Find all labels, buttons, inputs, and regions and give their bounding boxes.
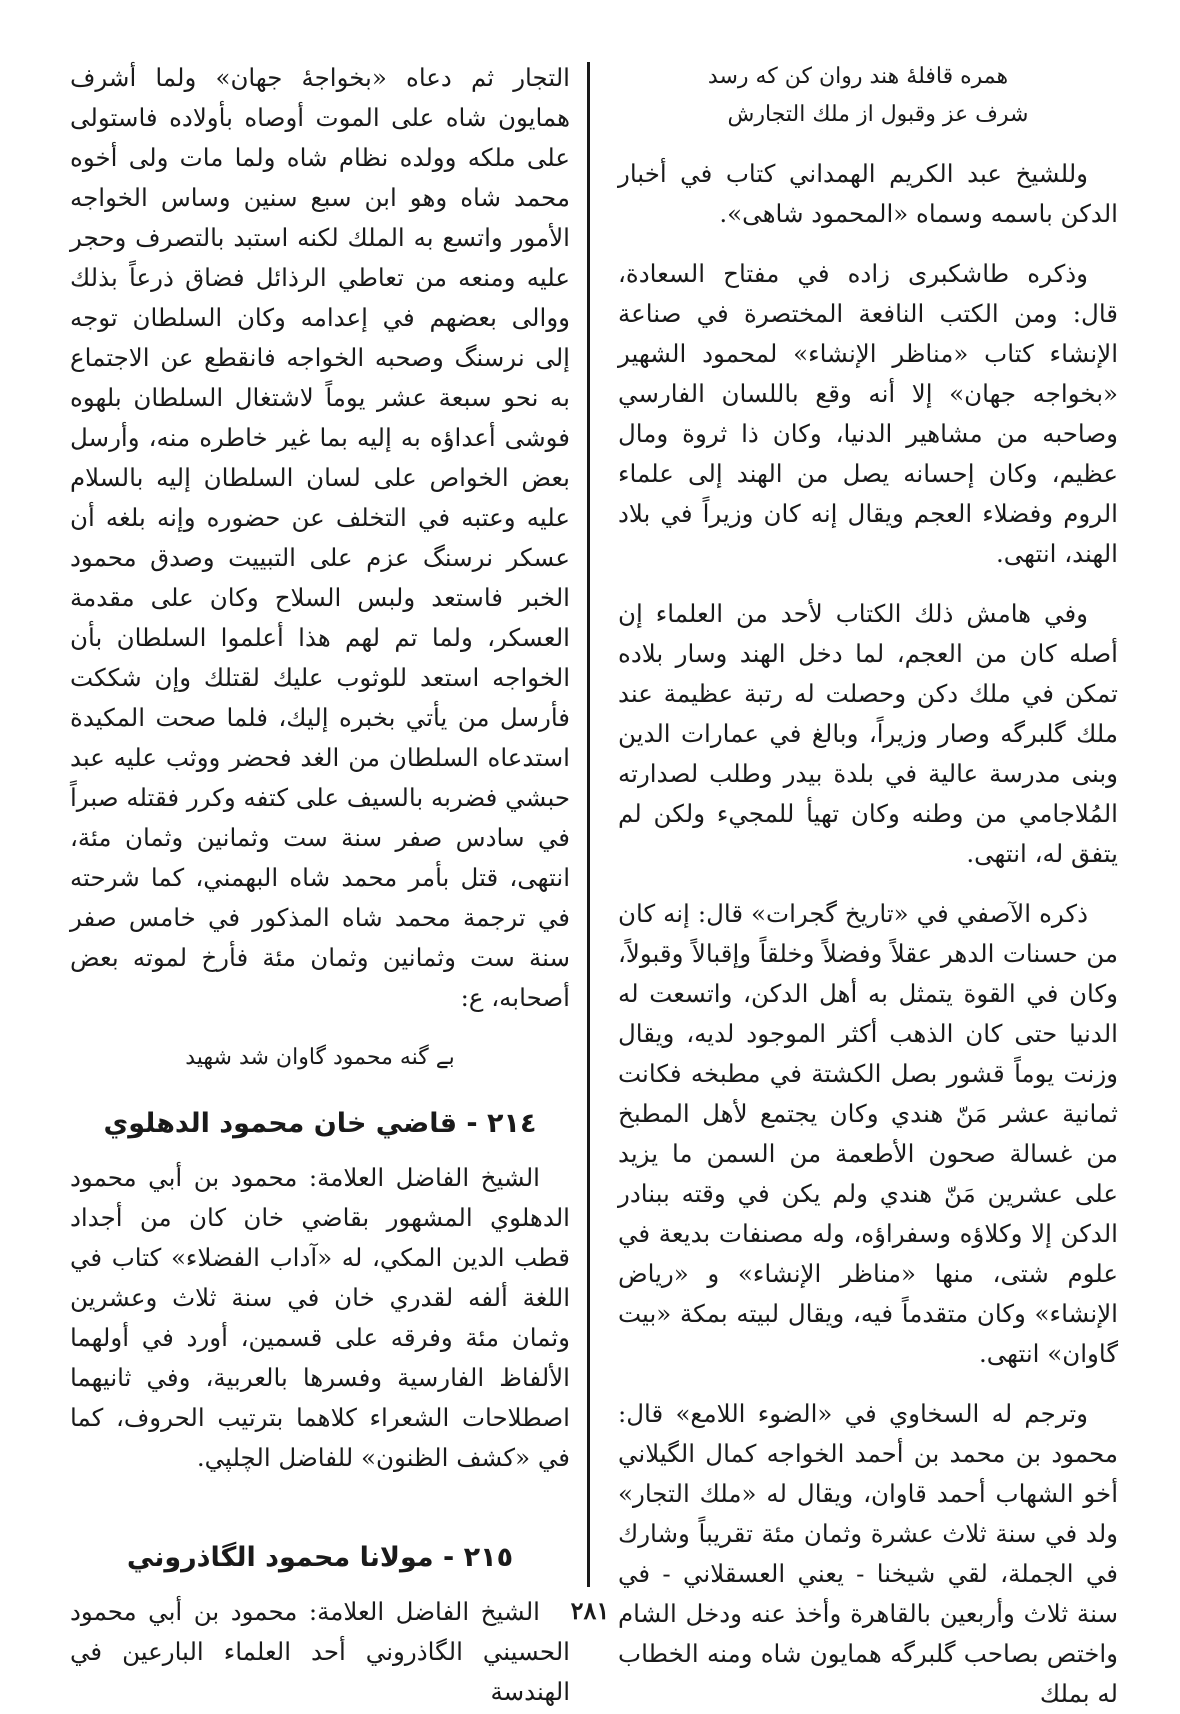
paragraph-hamdani: وللشيخ عبد الكريم الهمداني كتاب في أخبار الدكن باسمه وسماه «المحمود شاهی». [618, 159, 1118, 228]
page-number: ٢٨١ [570, 1596, 610, 1625]
column-divider [587, 62, 590, 1587]
left-column [70, 58, 570, 1712]
section-heading-214: ٢١٤ - قاضي خان محمود الدهلوي [103, 1108, 537, 1139]
section-heading-215: ٢١٥ - مولانا محمود الگاذروني [126, 1542, 514, 1573]
paragraph-214: الشيخ الفاضل العلامة: محمود بن أبي محمود الدهلوي المشهور بقاضي خان كان من أجداد قطب الدين المكي، له «آداب الفضلاء» كتاب في اللغة ألفه لقدري خان في سنة ثلاث وعشرين وثمان مئة وفرقه على قسمين، أورد في أولهما الألفاظ الفارسية وفسرها بالعربية، وفي ثانيهما اصطلاحات الشعراء كلاهما بترتيب الحروف، كما في «كشف الظنون» للفاضل الچلپي. [70, 1163, 570, 1472]
persian-verse-line-1: همره قافلهٔ هند روان کن که رسد [707, 64, 1009, 89]
paragraph-tashkubri: وذكره طاشكبرى زاده في مفتاح السعادة، قال: ومن الكتب النافعة المختصرة في صناعة الإنشاء كتاب «مناظر الإنشاء» لمحمود الشهير «بخواجه جهان» إلا أنه وقع باللسان الفارسي وصاحبه من مشاهير الدنيا، وكان ذا ثروة ومال عظيم، وكان إحسانه يصل من الهند إلى علماء الروم وفضلاء العجم ويقال إنه كان وزيراً في بلاد الهند، انتهى. [618, 259, 1118, 568]
paragraph-continuation: التجار ثم دعاه «بخواجهٔ جهان» ولما أشرف همايون شاه على الموت أوصاه بأولاده فاستولى على ملكه وولده نظام شاه ولما مات ولى أخوه محمد شاه وهو ابن سبع سنين وساس الخواجه الأمور واتسع به الملك لكنه استبد بالتصرف وحجر عليه ومنعه من تعاطي الرذائل فضاق ذرعاً بذلك ووالى بعضهم في إعدامه وكان السلطان توجه إلى نرسنگ وصحبه الخواجه فانقطع عن الاجتماع به نحو سبعة عشر يوماً لاشتغال السلطان بلهوه فوشى أعداؤه به إليه بما غير خاطره منه، وأرسل بعض الخواص على لسان السلطان إليه بالسلام عليه وعتبه في التخلف عن حضوره وإنه بلغه أن عسكر نرسنگ عزم على التبييت وصدق محمود الخبر فاستعد ولبس السلاح وكان على مقدمة العسكر، ولما تم لهم هذا أعلموا السلطان بأن الخواجه استعد للوثوب عليك لقتلك وإن شككت فأرسل من يأتي بخبره إليك، فلما صحت المكيدة استدعاه السلطان من الغد فحضر ووثب عليه عبد حبشي فضربه بالسيف على كتفه وكرر فقتله صبراً في سادس صفر سنة ست وثمانين وثمان مئة، انتهى، قتل بأمر محمد شاه البهمني، كما شرحته في ترجمة محمد شاه المذكور في خامس صفر سنة ست وثمانين وثمان مئة فأرخ لموته بعض أصحابه، ع: [70, 63, 570, 1012]
persian-verse-line-2: شرف عز وقبول از ملك التجارش [727, 102, 1029, 127]
right-column [618, 58, 1118, 1714]
verse-shahid: بے گنه محمود گاوان شد شهيد [185, 1045, 455, 1070]
paragraph-215: الشيخ الفاضل العلامة: محمود بن أبي محمود الحسيني الگاذروني أحد العلماء البارعين في الهندسة [70, 1597, 570, 1706]
paragraph-hamish: وفي هامش ذلك الكتاب لأحد من العلماء إن أصله كان من العجم، لما دخل الهند وسار بلاده تمكن في ملك دكن وحصلت له رتبة عظيمة عند ملك گلبرگه وصار وزيراً، وبالغ في عمارات الدين وبنى مدرسة عالية في بلدة بيدر وطلب لصدارته المُلاجامي من وطنه وكان تهيأ للمجيء ولكن لم يتفق له، انتهى. [618, 599, 1118, 868]
paragraph-sakhawi: وترجم له السخاوي في «الضوء اللامع» قال: محمود بن محمد بن أحمد الخواجه كمال الگيلاني أخو الشهاب أحمد قاوان، ويقال له «ملك التجار» ولد في سنة ثلاث عشرة وثمان مئة تقريباً وشارك في الجملة، لقي شيخنا - يعني العسقلاني - في سنة ثلاث وأربعين بالقاهرة وأخذ عنه ودخل الشام واختص بصاحب گلبرگه همايون شاه ومنه الخطاب له بملك [618, 1399, 1118, 1708]
paragraph-asafi: ذكره الآصفي في «تاريخ گجرات» قال: إنه كان من حسنات الدهر عقلاً وفضلاً وخلقاً وإقبالاً وقبولاً، وكان في القوة يتمثل به أهل الدكن، واتسعت له الدنيا حتى كان الذهب أكثر الموجود لديه، ويقال وزنت يوماً قشور بصل الكشتة في مطبخه فكانت ثمانية عشر مَنّ هندي وكان يجتمع لأهل المطبخ من غسالة صحون الأطعمة من السمن ما يزيد على عشرين مَنّ هندي ولم يكن في وقته ببنادر الدكن إلا وكلاؤه وسفراؤه، وله مصنفات بديعة في علوم شتى، منها «مناظر الإنشاء» و «رياض الإنشاء» وكان متقدماً فيه، ويقال لبيته بمكة «بيت گاوان» انتهى. [618, 899, 1118, 1368]
